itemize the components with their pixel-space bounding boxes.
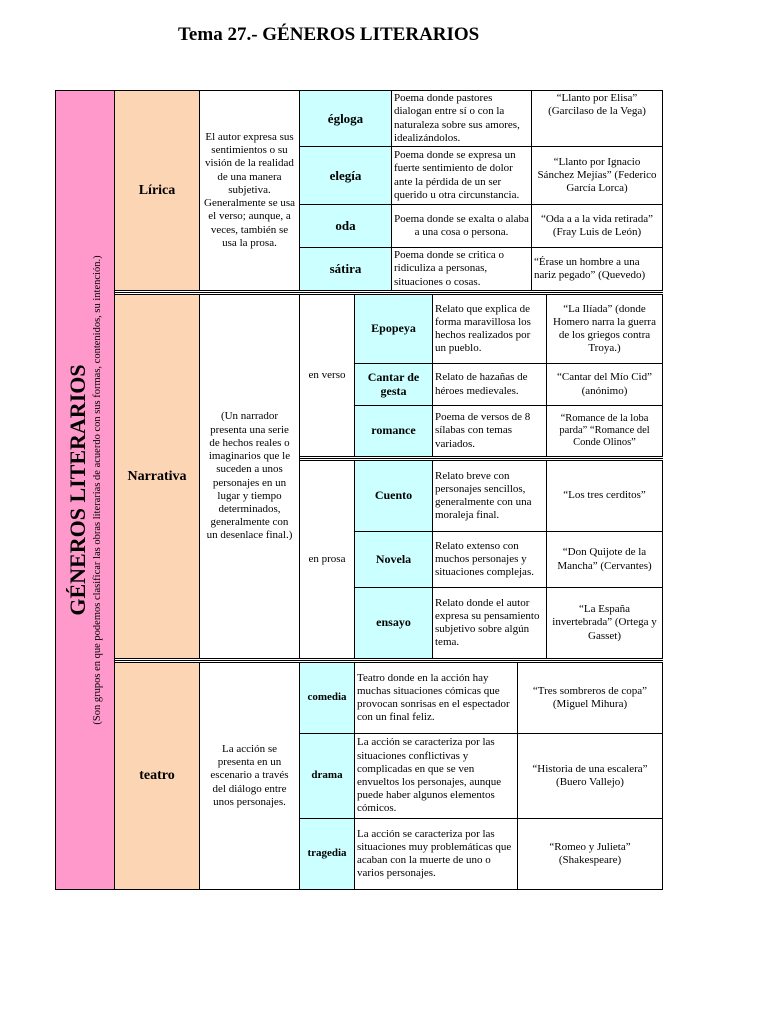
page-title: Tema 27.- GÉNEROS LITERARIOS — [178, 24, 480, 45]
genre-comedia: comedia — [299, 662, 355, 734]
genre-ensayo: ensayo — [354, 587, 433, 659]
genre-egloga: égloga — [299, 90, 392, 147]
example-drama: “Historia de una escalera” (Buero Vallejo) — [517, 733, 663, 819]
narrativa-description: (Un narrador presenta una serie de hechos reales o imaginarios que le suceden a unos personajes en un lugar y tiempo determinados, generalmente con un desenlace final.) — [199, 294, 300, 659]
definition-elegia: Poema donde se expresa un fuerte sentimiento de dolor ante la pérdida de un ser querido u otra circunstancia. — [391, 146, 532, 205]
genre-epopeya: Epopeya — [354, 294, 433, 364]
example-epopeya: “La Ilíada” (donde Homero narra la guerra de los griegos contra Troya.) — [546, 294, 663, 364]
example-elegia: “Llanto por Ignacio Sánchez Mejías” (Federico García Lorca) — [531, 146, 663, 205]
example-egloga: “Llanto por Elisa” (Garcilaso de la Vega) — [531, 90, 663, 147]
genre-cantar-de-gesta: Cantar de gesta — [354, 363, 433, 406]
definition-oda: Poema donde se exalta o alaba a una cosa o persona. — [391, 204, 532, 248]
genre-drama: drama — [299, 733, 355, 819]
sidebar-main-title: GÉNEROS LITERARIOS — [65, 364, 90, 616]
teatro-description: La acción se presenta en un escenario a través del diálogo entre unos personajes. — [199, 662, 300, 890]
category-teatro: teatro — [114, 662, 200, 890]
definition-epopeya: Relato que explica de forma maravillosa los hechos realizados por un pueblo. — [432, 294, 547, 364]
example-cuento: “Los tres cerditos” — [546, 460, 663, 532]
example-novela: “Don Quijote de la Mancha” (Cervantes) — [546, 531, 663, 588]
definition-tragedia: La acción se caracteriza por las situaciones muy problemáticas que acaban con la muerte de uno o varios personajes. — [354, 818, 518, 890]
genre-elegia: elegía — [299, 146, 392, 205]
definition-drama: La acción se caracteriza por las situaciones conflictivas y complicadas en que se ven envueltos los personajes, aunque puede haber algunos elementos cómicos. — [354, 733, 518, 819]
section-divider — [114, 292, 663, 293]
definition-romance: Poema de versos de 8 sílabas con temas variados. — [432, 405, 547, 457]
definition-novela: Relato extenso con muchos personajes y situaciones complejas. — [432, 531, 547, 588]
definition-ensayo: Relato donde el autor expresa su pensamiento subjetivo sobre algún tema. — [432, 587, 547, 659]
narrativa-prosa-label: en prosa — [299, 460, 355, 659]
definition-cuento: Relato breve con personajes sencillos, generalmente con una moraleja final. — [432, 460, 547, 532]
example-tragedia: “Romeo y Julieta” (Shakespeare) — [517, 818, 663, 890]
sidebar-label — [57, 92, 113, 888]
genre-oda: oda — [299, 204, 392, 248]
narrativa-verso-label: en verso — [299, 294, 355, 457]
genre-satira: sátira — [299, 247, 392, 291]
category-lirica: Lírica — [114, 90, 200, 291]
sidebar-subtitle: (Son grupos en que podemos clasificar las obras literarias de acuerdo con sus formas, contenidos, su intención.) — [92, 255, 103, 725]
example-cantar-de-gesta: “Cantar del Mío Cid” (anónimo) — [546, 363, 663, 406]
genre-tragedia: tragedia — [299, 818, 355, 890]
category-narrativa: Narrativa — [114, 294, 200, 659]
lirica-description: El autor expresa sus sentimientos o su visión de la realidad de una manera subjetiva. Generalmente se usa el verso; aunque, a veces, también se usa la prosa. — [199, 90, 300, 291]
section-divider — [114, 660, 663, 661]
genre-romance: romance — [354, 405, 433, 457]
genre-cuento: Cuento — [354, 460, 433, 532]
example-oda: “Oda a a la vida retirada” (Fray Luis de León) — [531, 204, 663, 248]
example-satira: “Érase un hombre a una nariz pegado” (Quevedo) — [531, 247, 663, 291]
genre-novela: Novela — [354, 531, 433, 588]
verso-prosa-divider — [299, 458, 663, 459]
definition-cantar-de-gesta: Relato de hazañas de héroes medievales. — [432, 363, 547, 406]
definition-egloga: Poema donde pastores dialogan entre sí o con la naturaleza sobre sus amores, idealizándolos. — [391, 90, 532, 147]
definition-comedia: Teatro donde en la acción hay muchas situaciones cómicas que provocan sonrisas en el espectador con un final feliz. — [354, 662, 518, 734]
example-romance: “Romance de la loba parda” “Romance del Conde Olinos” — [546, 405, 663, 457]
example-comedia: “Tres sombreros de copa” (Miguel Mihura) — [517, 662, 663, 734]
definition-satira: Poema donde se critica o ridiculiza a personas, situaciones o cosas. — [391, 247, 532, 291]
example-ensayo: “La España invertebrada” (Ortega y Gasset) — [546, 587, 663, 659]
